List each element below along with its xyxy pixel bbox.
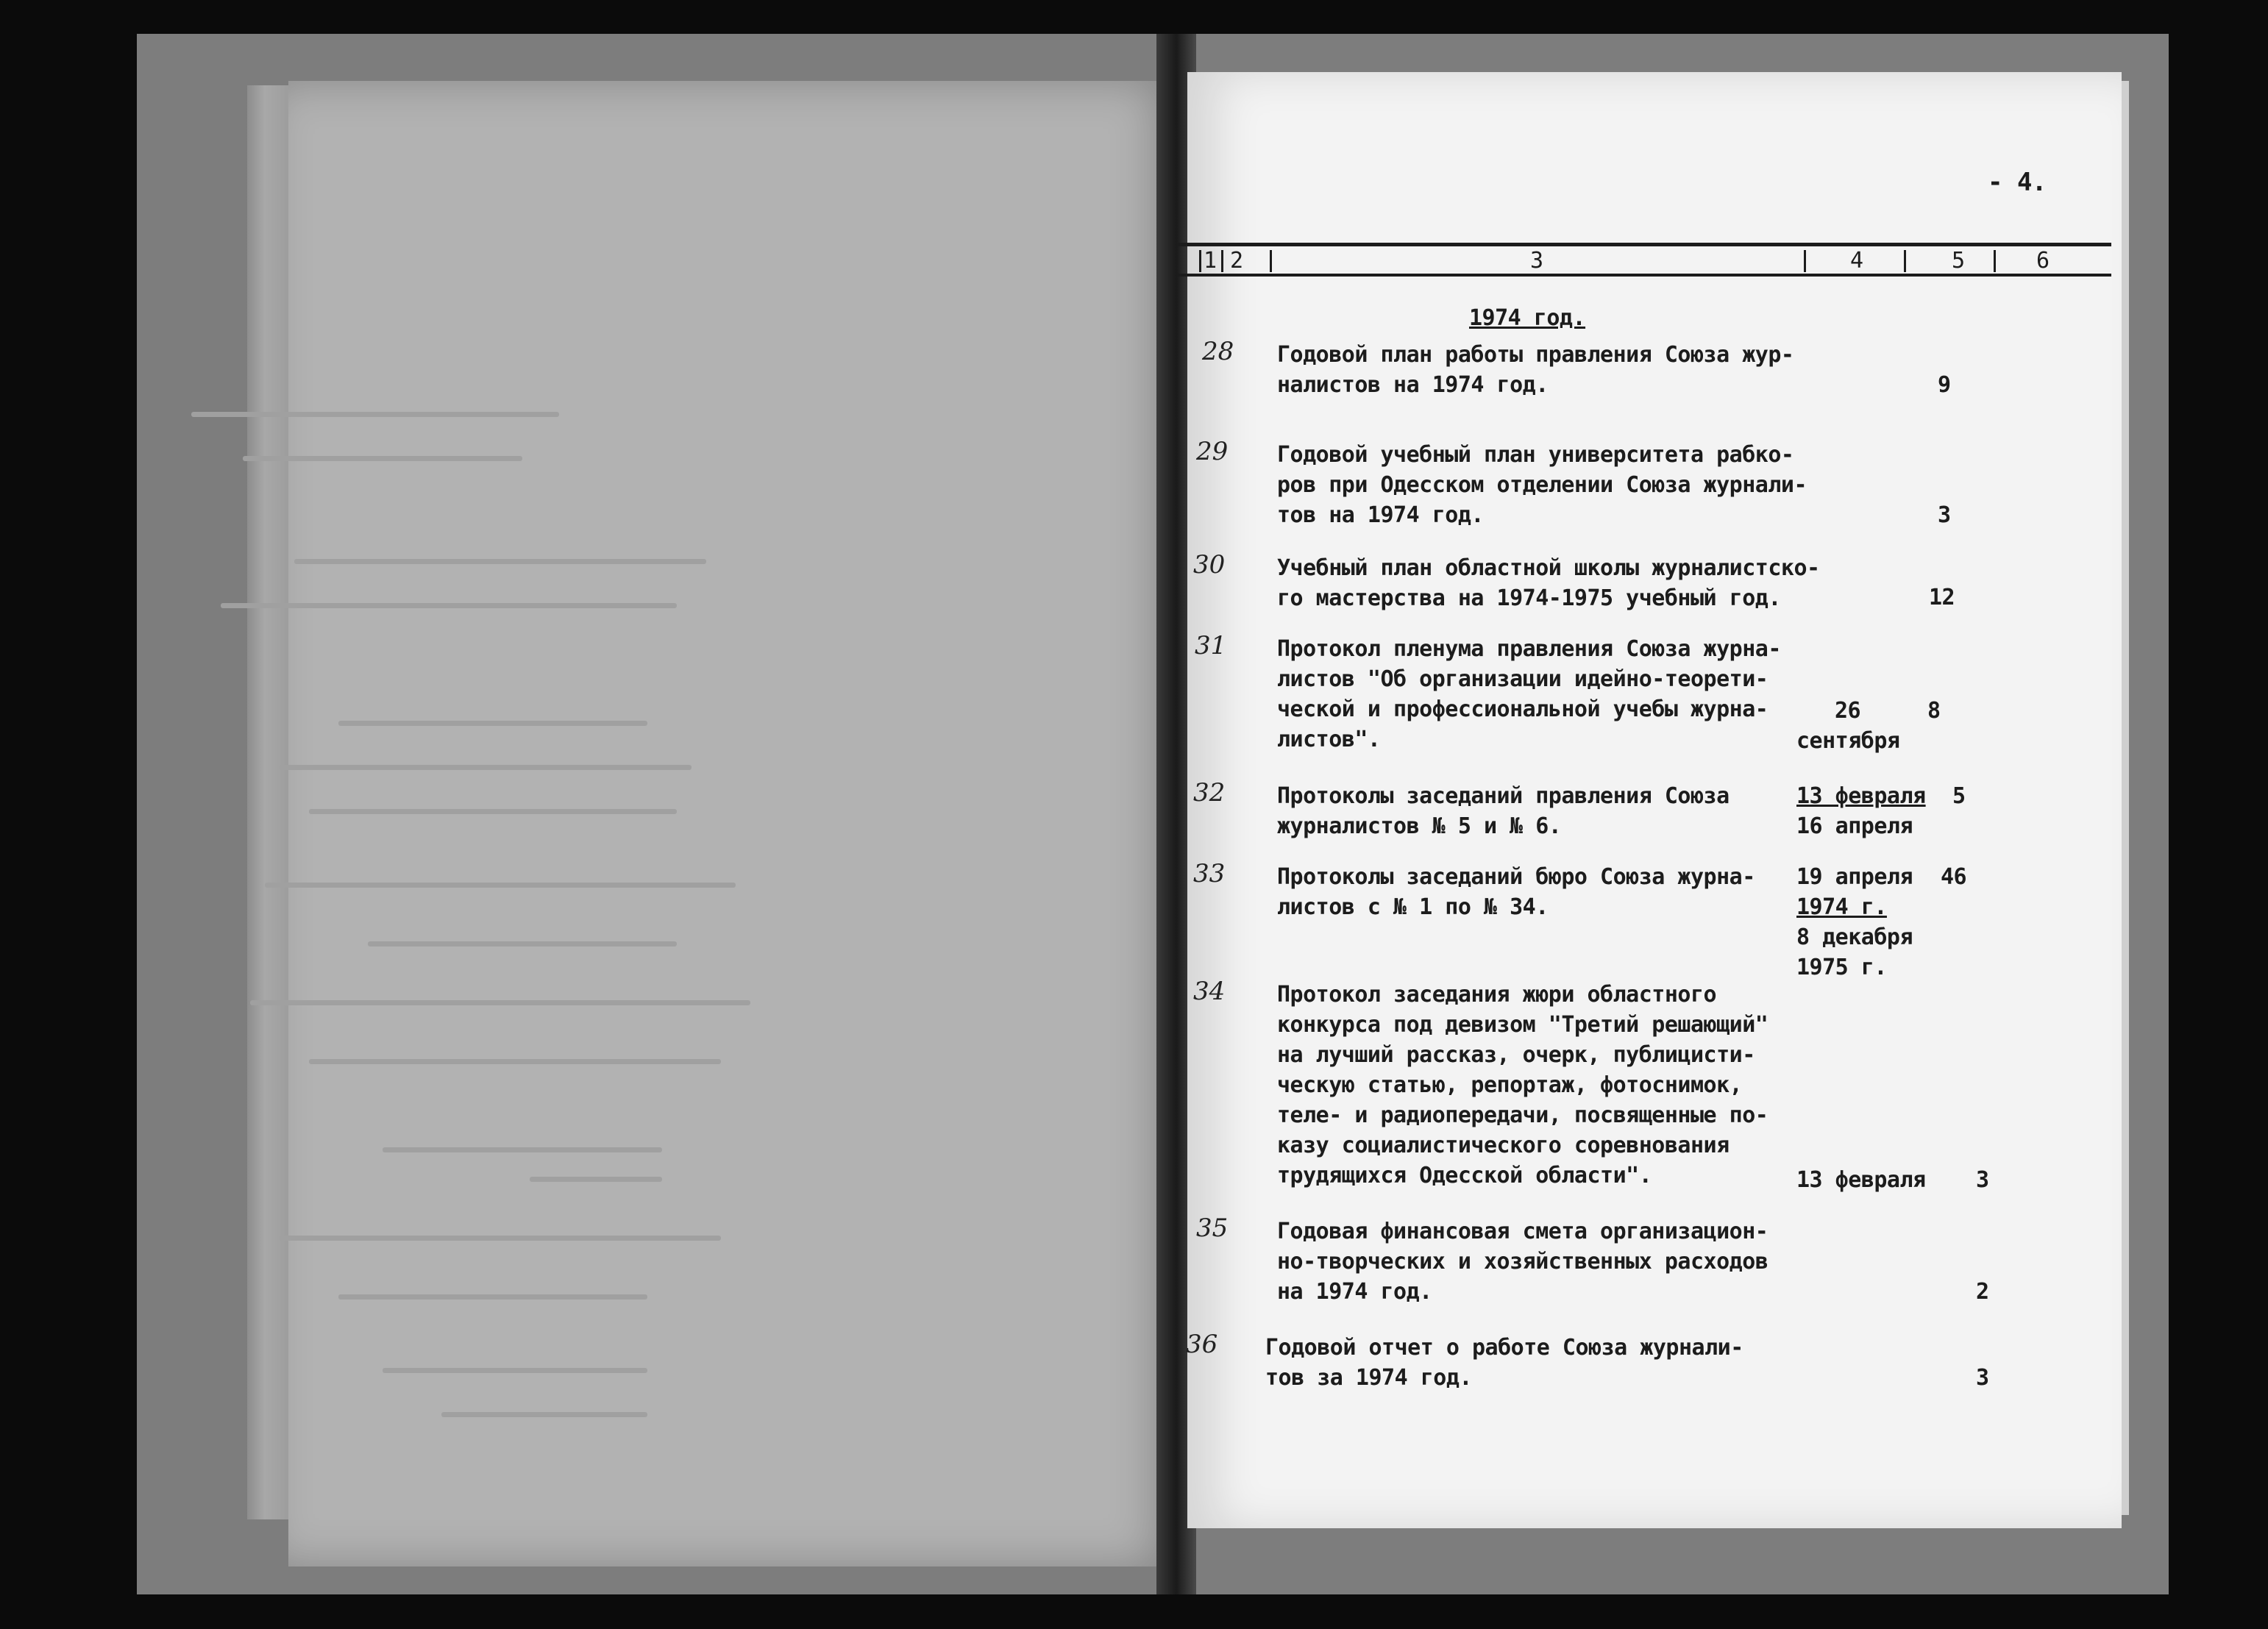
- column-header-6: 6: [2036, 248, 2050, 274]
- entry-title-line: на лучший рассказ, очерк, публицисти-: [1277, 1042, 1755, 1068]
- entry-title-line: Годовой отчет о работе Союза журнали-: [1265, 1335, 1743, 1361]
- entry-title-line: ческой и профессиональной учебы журна-: [1277, 696, 1768, 722]
- ghost-line: [294, 559, 706, 564]
- page-number: - 4.: [1988, 168, 2047, 197]
- entry-title-line: тов за 1974 год.: [1265, 1365, 1472, 1391]
- entry-date: 19 апреля: [1796, 864, 1913, 890]
- entry-title-line: листов "Об организации идейно-теорети-: [1277, 666, 1768, 692]
- entry-sheet-count: 2: [1976, 1279, 1989, 1305]
- entry-number: 35: [1196, 1213, 1229, 1243]
- entry-number: 33: [1193, 859, 1226, 888]
- entry-title-line: журналистов № 5 и № 6.: [1277, 813, 1562, 839]
- page-stack-edge: [247, 85, 291, 1519]
- entry-date: 1974 г.: [1796, 894, 1887, 920]
- entry-number: 32: [1193, 778, 1226, 808]
- ghost-line: [338, 1294, 647, 1300]
- ghost-line: [309, 809, 677, 814]
- column-separator: [1904, 250, 1906, 272]
- entry-sheet-count: 46: [1941, 864, 1967, 890]
- entry-date: сентября: [1796, 728, 1900, 754]
- entry-title-line: на 1974 год.: [1277, 1279, 1432, 1305]
- entry-title-line: Протоколы заседаний бюро Союза журна-: [1277, 864, 1755, 890]
- entry-date: 1975 г.: [1796, 955, 1887, 980]
- entry-title-line: конкурса под девизом "Третий решающий": [1277, 1012, 1768, 1038]
- entry-title-line: Учебный план областной школы журналистско-: [1277, 555, 1820, 581]
- entry-sheet-count: 12: [1929, 585, 1955, 610]
- entry-title-line: Протокол заседания жюри областного: [1277, 982, 1717, 1008]
- left-page: [288, 81, 1179, 1566]
- entry-title-line: ров при Одесском отделении Союза журнали-: [1277, 472, 1807, 498]
- entry-title-line: тов на 1974 год.: [1277, 502, 1484, 528]
- ghost-line: [250, 1000, 750, 1005]
- entry-title-line: трудящихся Одесской области".: [1277, 1163, 1652, 1188]
- entry-title-line: налистов на 1974 год.: [1277, 372, 1549, 398]
- ghost-line: [383, 1368, 647, 1373]
- entry-date: 8 декабря: [1796, 924, 1913, 950]
- entry-title-line: Протокол пленума правления Союза журна-: [1277, 636, 1781, 662]
- entry-number: 29: [1196, 437, 1229, 466]
- ghost-line: [368, 941, 677, 947]
- entry-number: 28: [1202, 337, 1234, 366]
- column-header-3: 3: [1530, 248, 1543, 274]
- entry-title-line: Годовой учебный план университета рабко-: [1277, 442, 1794, 468]
- entry-date: 16 апреля: [1796, 813, 1913, 839]
- entry-title-line: Протоколы заседаний правления Союза: [1277, 783, 1730, 809]
- entry-sheet-count: 3: [1938, 502, 1951, 528]
- ghost-line: [265, 883, 736, 888]
- entry-date: 13 февраля: [1796, 783, 1926, 809]
- ghost-line: [441, 1412, 647, 1417]
- right-page-edge: [2122, 81, 2129, 1515]
- entry-number: 30: [1193, 550, 1226, 580]
- header-rule-bottom: [1177, 274, 2111, 277]
- column-header-1: 1: [1204, 248, 1217, 274]
- entry-title-line: но-творческих и хозяйственных расходов: [1277, 1249, 1768, 1275]
- entry-title-line: Годовой план работы правления Союза жур-: [1277, 342, 1794, 368]
- ghost-line: [530, 1177, 662, 1182]
- year-heading: 1974 год.: [1469, 305, 1586, 331]
- entry-number: 34: [1193, 977, 1226, 1006]
- column-separator: [1270, 250, 1272, 272]
- ghost-line: [338, 721, 647, 726]
- ghost-line: [221, 603, 677, 608]
- column-header-4: 4: [1850, 248, 1863, 274]
- entry-date: 13 февраля: [1796, 1167, 1926, 1193]
- entry-sheet-count: 5: [1952, 783, 1966, 809]
- entry-title-line: листов".: [1277, 727, 1381, 752]
- entry-date: 26: [1835, 698, 1861, 724]
- entry-sheet-count: 3: [1976, 1167, 1989, 1193]
- column-separator: [1221, 250, 1223, 272]
- entry-number: 36: [1186, 1330, 1218, 1359]
- ghost-line: [191, 412, 559, 417]
- entry-number: 31: [1195, 631, 1227, 660]
- column-separator: [1804, 250, 1806, 272]
- entry-title-line: листов с № 1 по № 34.: [1277, 894, 1549, 920]
- ghost-line: [243, 456, 522, 461]
- entry-title-line: казу социалистического соревнования: [1277, 1133, 1730, 1158]
- column-header-5: 5: [1952, 248, 1965, 274]
- entry-sheet-count: 3: [1976, 1365, 1989, 1391]
- entry-title-line: Годовая финансовая смета организацион-: [1277, 1219, 1768, 1244]
- ghost-line: [309, 1059, 721, 1064]
- ghost-line: [280, 765, 692, 770]
- entry-title-line: го мастерства на 1974-1975 учебный год.: [1277, 585, 1781, 611]
- column-separator: [1994, 250, 1996, 272]
- ghost-line: [280, 1236, 721, 1241]
- entry-title-line: ческую статью, репортаж, фотоснимок,: [1277, 1072, 1743, 1098]
- entry-title-line: теле- и радиопередачи, посвященные по-: [1277, 1102, 1768, 1128]
- entry-sheet-count: 8: [1927, 698, 1941, 724]
- header-rule-top: [1177, 243, 2111, 246]
- column-separator: [1199, 250, 1201, 272]
- column-header-2: 2: [1230, 248, 1243, 274]
- ghost-line: [383, 1147, 662, 1152]
- entry-sheet-count: 9: [1938, 372, 1951, 398]
